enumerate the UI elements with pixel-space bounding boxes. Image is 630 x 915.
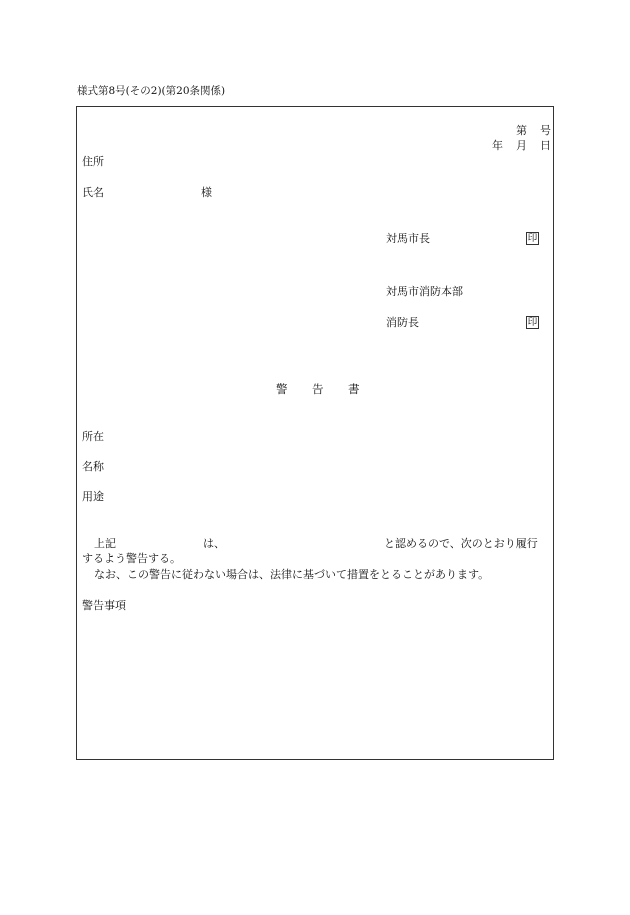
date-year: 年 xyxy=(492,139,503,152)
issuer-mayor: 対馬市長 xyxy=(386,232,430,245)
date-month: 月 xyxy=(516,139,527,152)
body-line1-middle: は、 xyxy=(203,537,225,550)
document-number-dai: 第 xyxy=(516,124,527,137)
use-label: 用途 xyxy=(82,490,104,503)
document-frame xyxy=(76,106,554,760)
seal-stamp-mayor: 印 xyxy=(527,233,538,244)
form-caption: 様式第8号(その2)(第20条関係) xyxy=(77,85,226,97)
document-number-go: 号 xyxy=(540,124,551,137)
document-title-char-3: 書 xyxy=(348,382,360,396)
honorific-sama: 様 xyxy=(201,186,212,199)
document-title-char-2: 告 xyxy=(312,382,324,396)
issuer-fire-department: 対馬市消防本部 xyxy=(386,285,463,298)
body-line2: するよう警告する。 xyxy=(82,552,181,565)
issuer-fire-chief: 消防長 xyxy=(386,316,419,329)
warning-items-label: 警告事項 xyxy=(82,599,126,612)
document-title-char-1: 警 xyxy=(276,382,288,396)
body-line3: なお、この警告に従わない場合は、法律に基づいて措置をとることがあります。 xyxy=(94,568,490,581)
body-line1-suffix: と認めるので、次のとおり履行 xyxy=(384,537,538,550)
location-label: 所在 xyxy=(82,430,104,443)
name-label: 氏名 xyxy=(82,186,104,199)
date-day: 日 xyxy=(540,139,551,152)
seal-stamp-fire-chief: 印 xyxy=(527,317,538,328)
property-name-label: 名称 xyxy=(82,460,104,473)
address-label: 住所 xyxy=(82,155,104,168)
body-line1-prefix: 上記 xyxy=(94,537,116,550)
